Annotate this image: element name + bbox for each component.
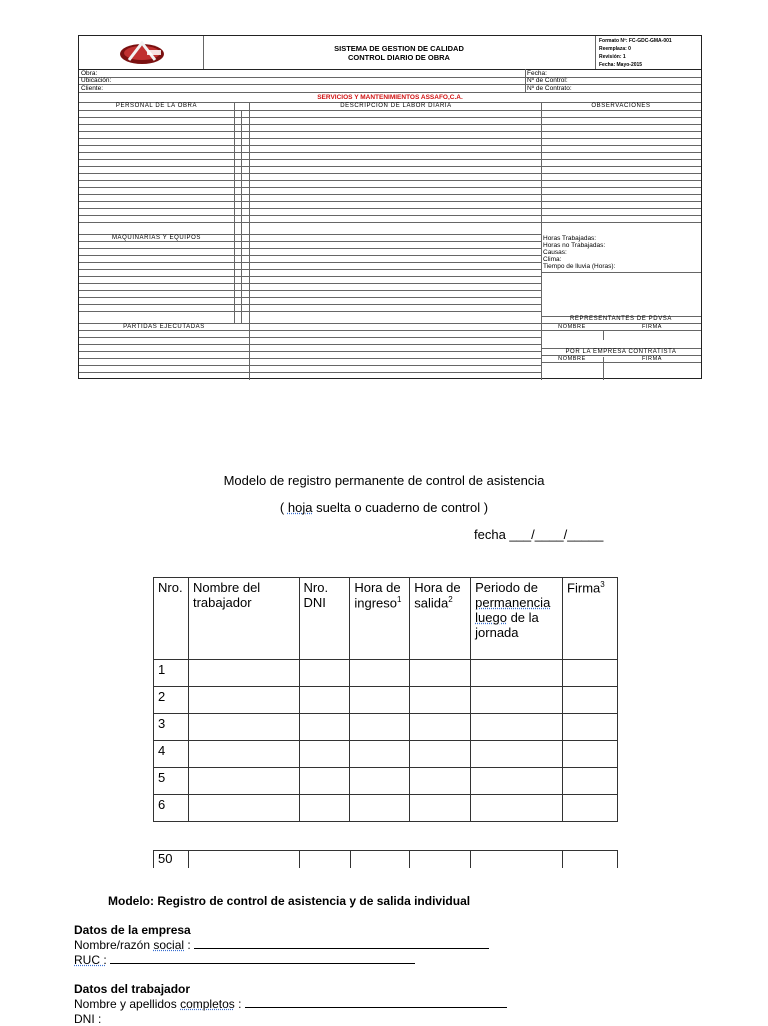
section-contratista: POR LA EMPRESA CONTRATISTA — [565, 349, 677, 355]
section-partidas: PARTIDAS EJECUTADAS — [123, 324, 205, 330]
table-cell — [299, 687, 350, 714]
field-control: Nº de Control: — [527, 77, 568, 84]
grid-line — [79, 248, 541, 249]
table-cell — [471, 660, 563, 687]
row-nro: 3 — [154, 714, 189, 741]
grid-line — [79, 276, 541, 277]
table-cell — [563, 741, 618, 768]
header-periodo: Periodo de permanencia luego de la jornada — [471, 578, 563, 660]
registro-subtitle: ( hoja suelta o cuaderno de control ) — [279, 500, 489, 515]
attendance-last-row — [153, 850, 618, 868]
table-cell — [299, 768, 350, 795]
section-maquinarias: MAQUINARIAS Y EQUIPOS — [111, 235, 202, 241]
header-nro: Nro. — [154, 578, 189, 660]
grid-line — [79, 222, 701, 223]
grid-line — [79, 187, 701, 188]
header-bottom-line — [79, 69, 701, 70]
rep-nombre-header: NOMBRE — [558, 324, 586, 330]
grid-line — [79, 297, 541, 298]
form-replaces: Reemplaza: 0 — [599, 46, 631, 52]
grid-line — [79, 201, 701, 202]
attendance-rows — [154, 660, 618, 822]
table-cell — [188, 660, 299, 687]
grid-line — [79, 311, 541, 312]
table-cell — [410, 714, 471, 741]
table-row — [154, 768, 618, 795]
grid-line — [541, 272, 701, 273]
col-observaciones: OBSERVACIONES — [591, 103, 651, 109]
grid-line — [79, 344, 541, 345]
row-nro: 6 — [154, 795, 189, 822]
form-title-1: SISTEMA DE GESTION DE CALIDAD — [334, 44, 464, 53]
table-cell — [350, 795, 410, 822]
empresa-title: Datos de la empresa — [74, 923, 191, 937]
nombres-line — [245, 997, 507, 1008]
contratista-firma-header: FIRMA — [641, 356, 663, 362]
grid-line — [79, 262, 541, 263]
grid-line — [79, 337, 541, 338]
grid-line — [79, 215, 701, 216]
grid-line — [79, 138, 701, 139]
grid-line — [79, 351, 541, 352]
field-fecha: Fecha: — [527, 70, 547, 77]
table-cell — [471, 795, 563, 822]
form-date: Fecha: Mayo-2015 — [599, 62, 643, 68]
field-razon-social: Nombre/razón social : — [74, 938, 489, 952]
field-horas-no-trabajadas: Horas no Trabajadas: — [543, 242, 606, 249]
grid-line — [79, 159, 701, 160]
grid-line — [79, 117, 701, 118]
form-code: Formato Nº: FC-GDC-GMA-001 — [599, 38, 672, 44]
row-nro: 50 — [154, 851, 189, 869]
field-clima: Clima: — [543, 256, 562, 263]
form-title-2: CONTROL DIARIO DE OBRA — [348, 53, 450, 62]
grid-line — [79, 358, 541, 359]
field-causas: Causas: — [543, 249, 567, 256]
table-cell — [350, 687, 410, 714]
table-cell — [563, 768, 618, 795]
table-cell — [410, 687, 471, 714]
field-tiempo-lluvia: Tiempo de lluvia (Horas): — [543, 263, 616, 270]
row-nro: 4 — [154, 741, 189, 768]
table-cell — [350, 768, 410, 795]
table-row — [154, 741, 618, 768]
table-row — [154, 795, 618, 822]
grid-line — [79, 180, 701, 181]
table-row — [154, 851, 618, 869]
field-contrato: Nº de Contrato: — [527, 85, 572, 92]
table-cell — [563, 795, 618, 822]
header-dni: Nro. DNI — [299, 578, 350, 660]
table-cell — [563, 714, 618, 741]
table-row — [154, 687, 618, 714]
table-cell — [188, 768, 299, 795]
company-name: SERVICIOS Y MANTENIMIENTOS ASSAFO,C.A. — [317, 94, 463, 101]
grid-line — [79, 372, 541, 373]
field-horas-trabajadas: Horas Trabajadas: — [543, 235, 597, 242]
rep-firma-header: FIRMA — [641, 324, 663, 330]
col-descripcion: DESCRIPCION DE LABOR DIARIA — [340, 103, 452, 109]
table-cell — [410, 741, 471, 768]
table-cell — [471, 768, 563, 795]
table-cell — [471, 741, 563, 768]
ruc-line — [110, 953, 415, 964]
table-cell — [563, 687, 618, 714]
individual-title: Modelo: Registro de control de asistencia y de salida individual — [108, 894, 471, 908]
table-header-row — [154, 578, 618, 660]
grid-line — [79, 173, 701, 174]
header-nombre: Nombre del trabajador — [188, 578, 299, 660]
table-cell — [410, 768, 471, 795]
grid-line — [79, 283, 541, 284]
header-firma: Firma$^3$ — [563, 578, 618, 660]
registro-title: Modelo de registro permanente de control de asistencia — [223, 473, 545, 488]
company-logo-icon — [117, 40, 167, 66]
table-cell — [563, 660, 618, 687]
grid-line — [79, 145, 701, 146]
table-cell — [350, 660, 410, 687]
grid-line — [79, 131, 701, 132]
table-cell — [188, 741, 299, 768]
control-diario-form — [78, 35, 702, 379]
header-ingreso: Hora de ingreso$^1$ — [350, 578, 410, 660]
table-cell — [410, 795, 471, 822]
table-row — [154, 660, 618, 687]
grid-line — [79, 152, 701, 153]
field-obra: Obra: — [81, 70, 98, 77]
grid-line — [79, 255, 541, 256]
table-row — [154, 714, 618, 741]
form-revision: Revisión: 1 — [599, 54, 626, 60]
grid-line — [79, 269, 541, 270]
table-cell — [350, 714, 410, 741]
col-personal: PERSONAL DE LA OBRA — [115, 103, 198, 109]
contratista-nombre-header: NOMBRE — [558, 356, 586, 362]
field-nombres: Nombre y apellidos completos : — [74, 997, 507, 1011]
header-divider — [595, 36, 596, 69]
table-cell — [188, 687, 299, 714]
grid-line — [79, 304, 541, 305]
table-cell — [299, 660, 350, 687]
trabajador-title: Datos del trabajador — [74, 982, 191, 996]
table-cell — [350, 741, 410, 768]
razon-social-line — [194, 938, 489, 949]
table-cell — [471, 714, 563, 741]
grid-line — [79, 208, 701, 209]
word-hoja: hoja — [287, 500, 313, 515]
row-nro: 2 — [154, 687, 189, 714]
field-ubicacion: Ubicación: — [81, 77, 112, 84]
table-cell — [410, 660, 471, 687]
grid-line — [79, 166, 701, 167]
row-nro: 5 — [154, 768, 189, 795]
section-representantes: REPRESENTANTES DE PDVSA — [569, 316, 673, 322]
table-cell — [299, 795, 350, 822]
attendance-table — [153, 577, 618, 822]
grid-line — [79, 194, 701, 195]
grid-line — [79, 290, 541, 291]
table-cell — [299, 714, 350, 741]
header-salida: Hora de salida$^2$ — [410, 578, 471, 660]
field-cliente: Cliente: — [81, 85, 104, 92]
table-cell — [471, 687, 563, 714]
registro-fecha: fecha ___/____/_____ — [474, 527, 604, 542]
row-nro: 1 — [154, 660, 189, 687]
table-cell — [188, 714, 299, 741]
field-ruc: RUC : — [74, 953, 415, 967]
grid-line — [79, 365, 541, 366]
table-cell — [299, 741, 350, 768]
grid-line — [79, 124, 701, 125]
table-cell — [188, 795, 299, 822]
field-dni: DNI : — [74, 1012, 102, 1026]
